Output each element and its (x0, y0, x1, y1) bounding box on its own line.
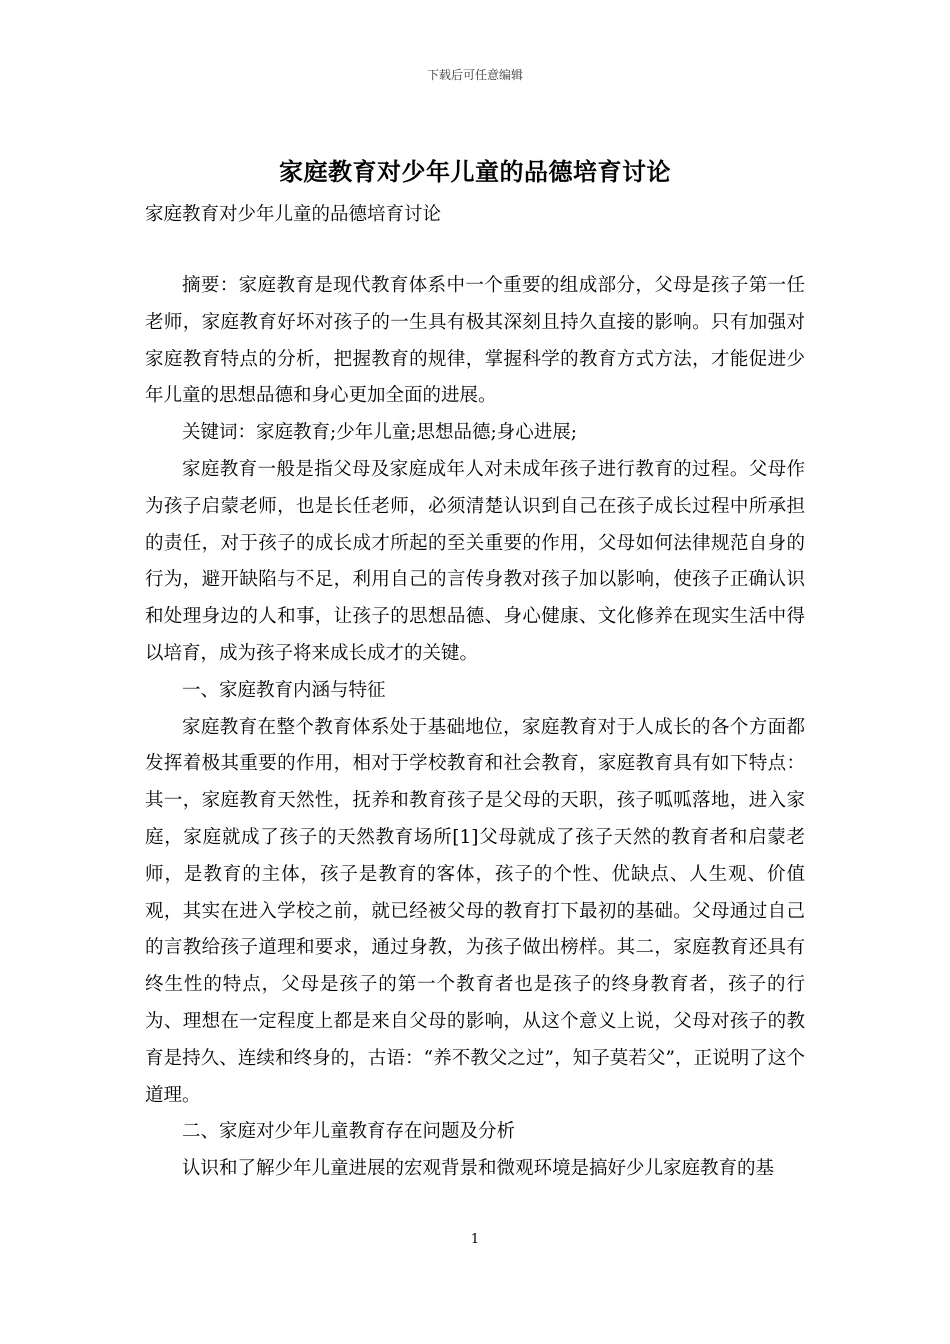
page-header-note: 下载后可任意编辑 (426, 68, 523, 82)
section-1-paragraph: 家庭教育在整个教育体系处于基础地位，家庭教育对于人成长的各个方面都发挥着极其重要的作用，相对于学校教育和社会教育，家庭教育具有如下特点：其一，家庭教育天然性，抚养和教育孩子是父母的天职，孩子呱呱落地，进入家庭，家庭就成了孩子的天然教育场所[1]父母就成了孩子天然的教育者和启蒙老师，是教育的主体，孩子是教育的客体，孩子的个性、优缺点、人生观、价值观，其实在进入学校之前，就已经被父母的教育打下最初的基础。父母通过自己的言教给孩子道理和要求，通过身教，为孩子做出榜样。其二，家庭教育还具有终生性的特点，父母是孩子的第一个教育者也是孩子的终身教育者，孩子的行为、理想在一定程度上都是来自父母的影响，从这个意义上说，父母对孩子的教育是持久、连续和终身的，古语：“养不教父之过”，知子莫若父”，正说明了这个道理。 (145, 716, 805, 1106)
page-number: 1 (470, 1232, 480, 1247)
document-subtitle: 家庭教育对少年儿童的品德培育讨论 (145, 204, 442, 225)
section-2-paragraph: 认识和了解少年儿童进展的宏观背景和微观环境是搞好少儿家庭教育的基 (182, 1158, 775, 1180)
section-heading-2: 二、家庭对少年儿童教育存在问题及分析 (182, 1121, 516, 1143)
document-body (145, 268, 805, 1188)
abstract-paragraph: 摘要：家庭教育是现代教育体系中一个重要的组成部分，父母是孩子第一任老师，家庭教育好坏对孩子的一生具有极其深刻且持久直接的影响。只有加强对家庭教育特点的分析，把握教育的规律，掌握科学的教育方式方法，才能促进少年儿童的思想品德和身心更加全面的进展。 (145, 275, 805, 407)
document-title: 家庭教育对少年儿童的品德培育讨论 (279, 157, 671, 186)
intro-paragraph: 家庭教育一般是指父母及家庭成年人对未成年孩子进行教育的过程。父母作为孩子启蒙老师，也是长任老师，必须清楚认识到自己在孩子成长过程中所承担的责任，对于孩子的成长成才所起的至关重要的作用，父母如何法律规范自身的行为，避开缺陷与不足，利用自己的言传身教对孩子加以影响，使孩子正确认识和处理身边的人和事，让孩子的思想品德、身心健康、文化修养在现实生活中得以培育，成为孩子将来成长成才的关键。 (145, 458, 805, 664)
keywords-paragraph: 关键词：家庭教育;少年儿童;思想品德;身心进展; (182, 422, 577, 444)
section-heading-1: 一、家庭教育内涵与特征 (182, 679, 386, 701)
